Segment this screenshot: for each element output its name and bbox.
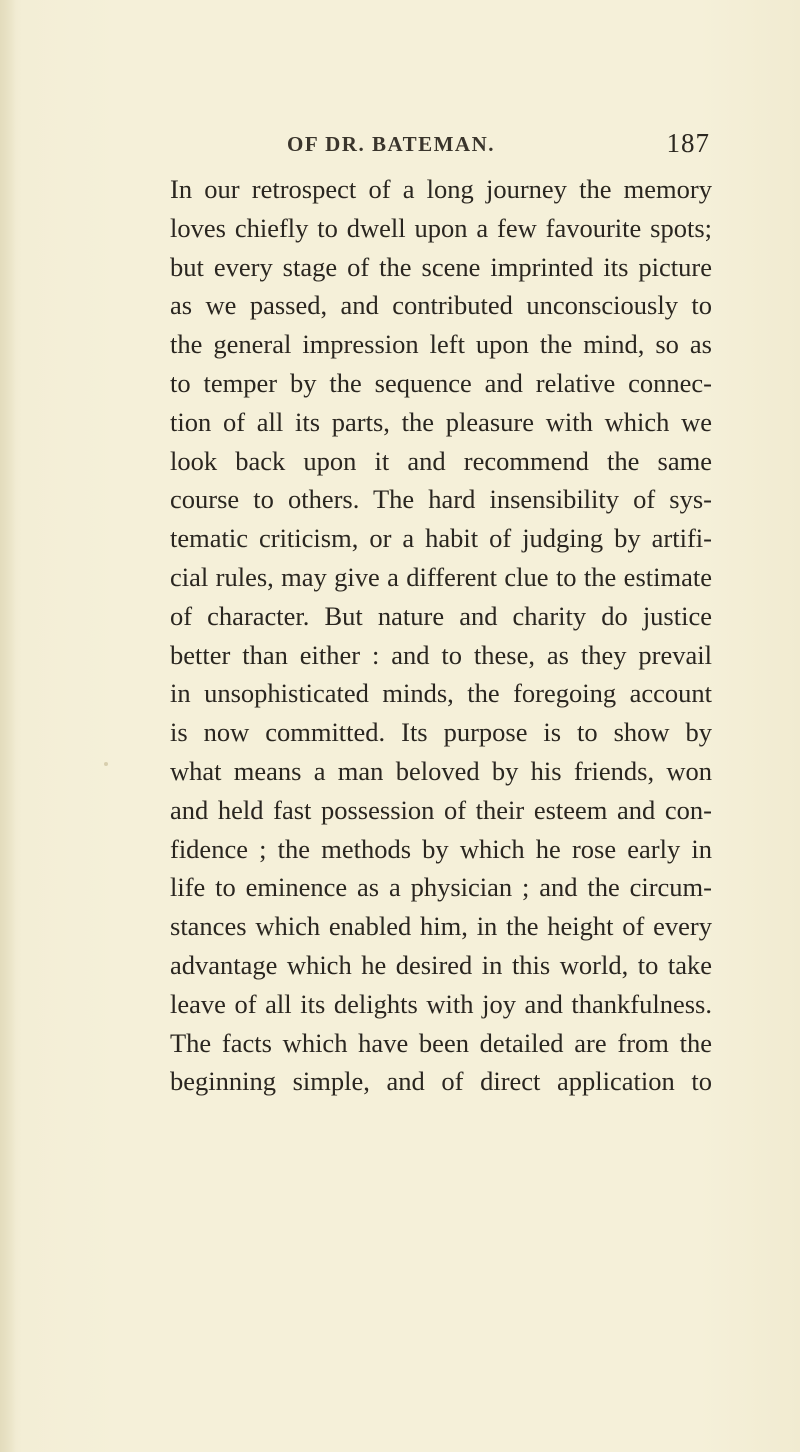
text-line: in unsophisticated minds, the foregoing account [170, 678, 712, 709]
paper-speck [104, 762, 108, 766]
running-title: OF DR. BATEMAN. [287, 132, 495, 156]
text-line: the general impression left upon the mind, so as [170, 329, 712, 360]
running-head [172, 128, 710, 160]
text-line: loves chiefly to dwell upon a few favourite spots; [170, 212, 712, 243]
text-line: and held fast possession of their esteem and con- [170, 794, 712, 825]
text-line: In our retrospect of a long journey the memory [170, 174, 712, 204]
text-line: to temper by the sequence and relative connec- [170, 367, 712, 398]
text-line: is now committed. Its purpose is to show by [170, 717, 712, 748]
body-text [170, 170, 712, 1101]
text-line: of character. But nature and charity do justice [170, 600, 712, 631]
text-line: The facts which have been detailed are from the [170, 1027, 712, 1058]
text-line: fidence ; the methods by which he rose early in [170, 833, 712, 864]
text-line: what means a man beloved by his friends, won [170, 755, 712, 786]
page-gutter-shadow [0, 0, 16, 1452]
text-line: advantage which he desired in this world, to take [170, 949, 712, 980]
text-line: course to others. The hard insensibility of sys- [170, 484, 712, 515]
text-line: better than either : and to these, as they prevail [170, 639, 712, 670]
text-line: stances which enabled him, in the height of every [170, 911, 712, 942]
text-line: look back upon it and recommend the same [170, 445, 712, 476]
text-line: tematic criticism, or a habit of judging by artifi- [170, 523, 712, 554]
text-line: life to eminence as a physician ; and the circum- [170, 872, 712, 903]
page-number: 187 [666, 128, 710, 158]
text-line: but every stage of the scene imprinted its picture [170, 251, 712, 282]
text-line: leave of all its delights with joy and thankfulness. [170, 988, 712, 1019]
text-line: tion of all its parts, the pleasure with which we [170, 406, 712, 437]
text-line: beginning simple, and of direct application to [170, 1066, 712, 1097]
text-line: cial rules, may give a different clue to the estimate [170, 561, 712, 592]
text-line: as we passed, and contributed unconsciously to [170, 290, 712, 321]
